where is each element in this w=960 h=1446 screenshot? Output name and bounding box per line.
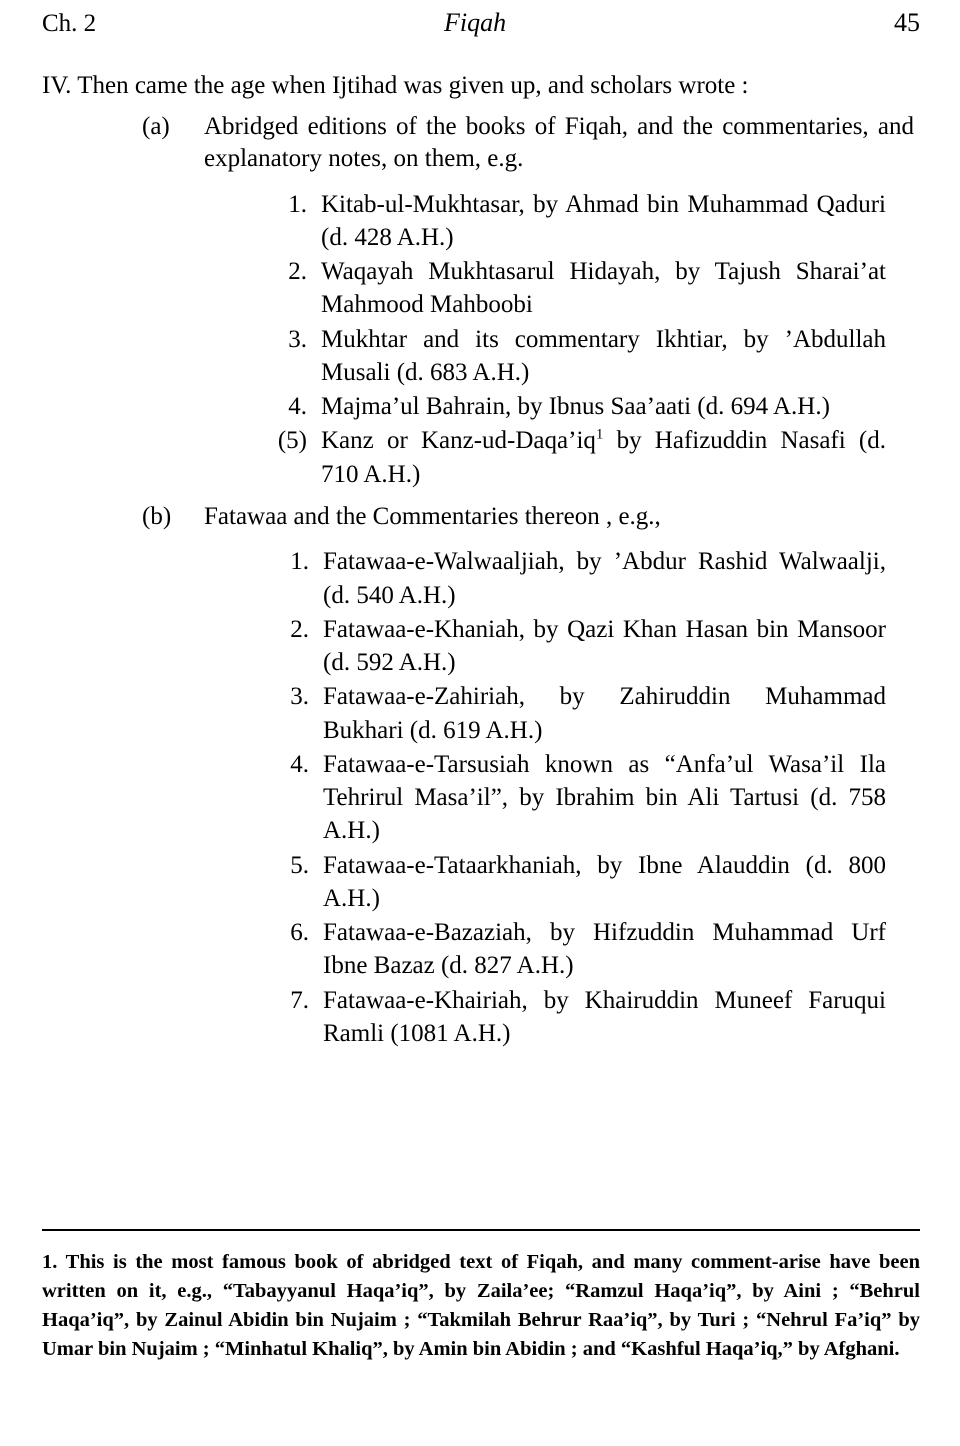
list-item xyxy=(42,916,922,983)
list-item-text: Fatawaa-e-Khairiah, by Khairuddin Muneef Faruqui Ramli (1081 A.H.) xyxy=(323,986,886,1047)
list-item-text: Fatawaa-e-Walwaaljiah, by ’Abdur Rashid Walwaalji, (d. 540 A.H.) xyxy=(323,548,886,609)
list-item-text-before-footnote: Kanz or Kanz-ud-Daqa’iq xyxy=(321,427,596,455)
list-item-number: 3. xyxy=(290,683,309,711)
list-item-text: Fatawaa-e-Tataarkhaniah, by Ibne Alauddin (d. 800 A.H.) xyxy=(323,851,886,912)
list-item-text xyxy=(321,424,922,491)
list-item-number: 4. xyxy=(288,393,307,420)
list-item-text: Kitab-ul-Mukhtasar, by Ahmad bin Muhammad Qaduri (d. 428 A.H.) xyxy=(321,190,886,251)
list-b xyxy=(42,545,922,1050)
header-title: Fiqah xyxy=(444,8,507,37)
list-item-number: 2. xyxy=(290,615,309,643)
list-item-text: Majma’ul Bahrain, by Ibnus Saa’aati (d. 694 A.H.) xyxy=(321,393,830,420)
list-item xyxy=(42,984,922,1051)
list-item xyxy=(42,748,922,848)
section-b-marker: (b) xyxy=(142,502,172,530)
list-item xyxy=(42,545,922,612)
header-chapter: Ch. 2 xyxy=(42,10,97,37)
list-item xyxy=(42,613,922,680)
footnote-block xyxy=(42,1248,920,1364)
page-number: 45 xyxy=(894,8,920,37)
list-item-number: 4. xyxy=(290,750,309,778)
section-b xyxy=(42,501,922,534)
section-b-text: Fatawaa and the Commentaries thereon , e.g., xyxy=(204,502,661,530)
footnote-number: 1. xyxy=(42,1251,58,1273)
list-item xyxy=(42,424,922,491)
list-item xyxy=(42,390,922,423)
footnote-text: This is the most famous book of abridged text of Fiqah, and many comment-arise have been written on it, e.g., “Tabayyanul Haqa’iq”, by Zaila’ee; “Ramzul Haqa’iq”, by Aini ; “Behrul Haqa’iq”, by Zainul Abidin bin Nujaim ; “Takmilah Behrur Raa’iq”, by Turi ; “Nehrul Fa’iq” by Umar bin Nujaim ; “Minhatul Khaliq”, by Amin bin Abidin ; and “Kashful Haqa’iq,” by Afghani. xyxy=(42,1251,920,1361)
list-item xyxy=(42,188,922,255)
list-item-number: 5. xyxy=(290,851,309,879)
footnote-reference: 1 xyxy=(595,426,604,443)
list-item-number: (5) xyxy=(277,427,307,455)
list-item-text: Waqayah Mukhtasarul Hidayah, by Tajush Sharai’at Mahmood Mahboobi xyxy=(321,258,886,319)
list-item xyxy=(42,323,922,390)
page-body xyxy=(42,70,922,1051)
section-a-text: Abridged editions of the books of Fiqah, and the commentaries, and explanatory notes, on them, e.g. xyxy=(204,112,914,172)
list-item xyxy=(42,255,922,322)
intro-paragraph: IV. Then came the age when Ijtihad was given up, and scholars wrote : xyxy=(42,72,749,99)
list-item-number: 6. xyxy=(290,919,309,946)
list-item xyxy=(42,680,922,747)
section-a xyxy=(42,111,922,176)
page-header xyxy=(42,8,920,38)
list-item-number: 7. xyxy=(290,986,309,1014)
list-item xyxy=(42,849,922,916)
list-item-text: Mukhtar and its commentary Ikhtiar, by ’Abdullah Musali (d. 683 A.H.) xyxy=(321,325,886,386)
list-item-text: Fatawaa-e-Khaniah, by Qazi Khan Hasan bin Mansoor (d. 592 A.H.) xyxy=(323,615,886,676)
list-item-number: 2. xyxy=(288,258,307,285)
list-item-text-after-footnote: by Hafizuddin Nasafi (d. 710 A.H.) xyxy=(321,427,886,488)
list-a xyxy=(42,188,922,491)
footnote-divider xyxy=(42,1229,920,1231)
list-item-number: 3. xyxy=(288,325,307,353)
section-a-marker: (a) xyxy=(142,112,170,140)
list-item-number: 1. xyxy=(290,548,309,576)
list-item-text: Fatawaa-e-Tarsusiah known as “Anfa’ul Wasa’il Ila Tehrirul Masa’il”, by Ibrahim bin Ali Tartusi (d. 758 A.H.) xyxy=(323,750,886,845)
list-item-text: Fatawaa-e-Bazaziah, by Hifzuddin Muhammad Urf Ibne Bazaz (d. 827 A.H.) xyxy=(323,919,886,980)
list-item-text: Fatawaa-e-Zahiriah, by Zahiruddin Muhammad Bukhari (d. 619 A.H.) xyxy=(323,683,886,744)
list-item-number: 1. xyxy=(288,190,307,218)
